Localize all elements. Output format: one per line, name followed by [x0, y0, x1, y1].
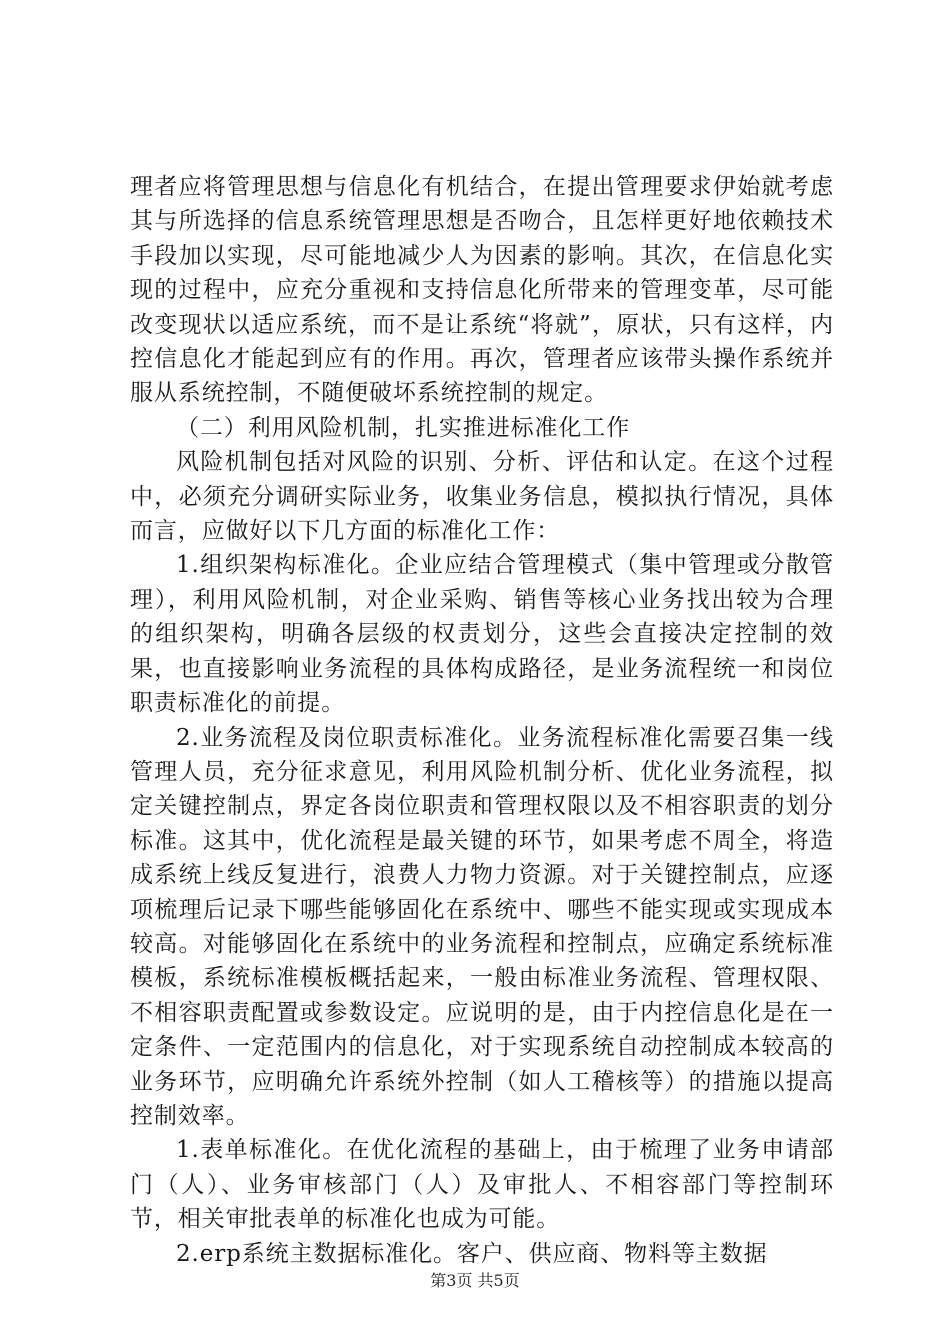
paragraph-continuation: 理者应将管理思想与信息化有机结合，在提出管理要求伊始就考虑其与所选择的信息系统管理思想是否吻合，且怎样更好地依赖技术手段加以实现，尽可能地减少人为因素的影响。其次，在信息化实现的过程中，应充分重视和支持信息化所带来的管理变革，尽可能改变现状以适应系统，而不是让系统“将就”，原状，只有这样，内控信息化才能起到应有的作用。再次，管理者应该带头操作系统并服从系统控制，不随便破坏系统控制的规定。 — [130, 174, 834, 407]
paragraph-business-process: 2.业务流程及岗位职责标准化。业务流程标准化需要召集一线管理人员，充分征求意见，利用风险机制分析、优化业务流程，拟定关键控制点，界定各岗位职责和管理权限以及不相容职责的划分标准。这其中，优化流程是最关键的环节，如果考虑不周全，将造成系统上线反复进行，浪费人力物力资源。对于关键控制点，应逐项梳理后记录下哪些能够固化在系统中、哪些不能实现或实现成本较高。对能够固化在系统中的业务流程和控制点，应确定系统标准模板，系统标准模板概括起来，一般由标准业务流程、管理权限、不相容职责配置或参数设定。应说明的是，由于内控信息化是在一定条件、一定范围内的信息化，对于实现系统自动控制成本较高的业务环节，应明确允许系统外控制（如人工稽核等）的措施以提高控制效率。 — [130, 724, 834, 1129]
document-body — [130, 170, 834, 1271]
paragraph-org-structure: 1.组织架构标准化。企业应结合管理模式（集中管理或分散管理），利用风险机制，对企业采购、销售等核心业务找出较为合理的组织架构，明确各层级的权责划分，这些会直接决定控制的效果，也直接影响业务流程的具体构成路径，是业务流程统一和岗位职责标准化的前提。 — [130, 552, 834, 717]
paragraph-form-standard: 1.表单标准化。在优化流程的基础上，由于梳理了业务申请部门（人）、业务审核部门（人）及审批人、不相容部门等控制环节，相关审批表单的标准化也成为可能。 — [130, 1137, 834, 1233]
paragraph-erp-master-data: 2.erp系统主数据标准化。客户、供应商、物料等主数据 — [176, 1240, 768, 1267]
paragraph-risk-mechanism: 风险机制包括对风险的识别、分析、评估和认定。在这个过程中，必须充分调研实际业务，收集业务信息，模拟执行情况，具体而言，应做好以下几方面的标准化工作： — [130, 449, 834, 545]
section-heading: （二）利用风险机制，扎实推进标准化工作 — [176, 414, 631, 441]
page-number-footer: 第3页 共5页 — [430, 1271, 520, 1290]
